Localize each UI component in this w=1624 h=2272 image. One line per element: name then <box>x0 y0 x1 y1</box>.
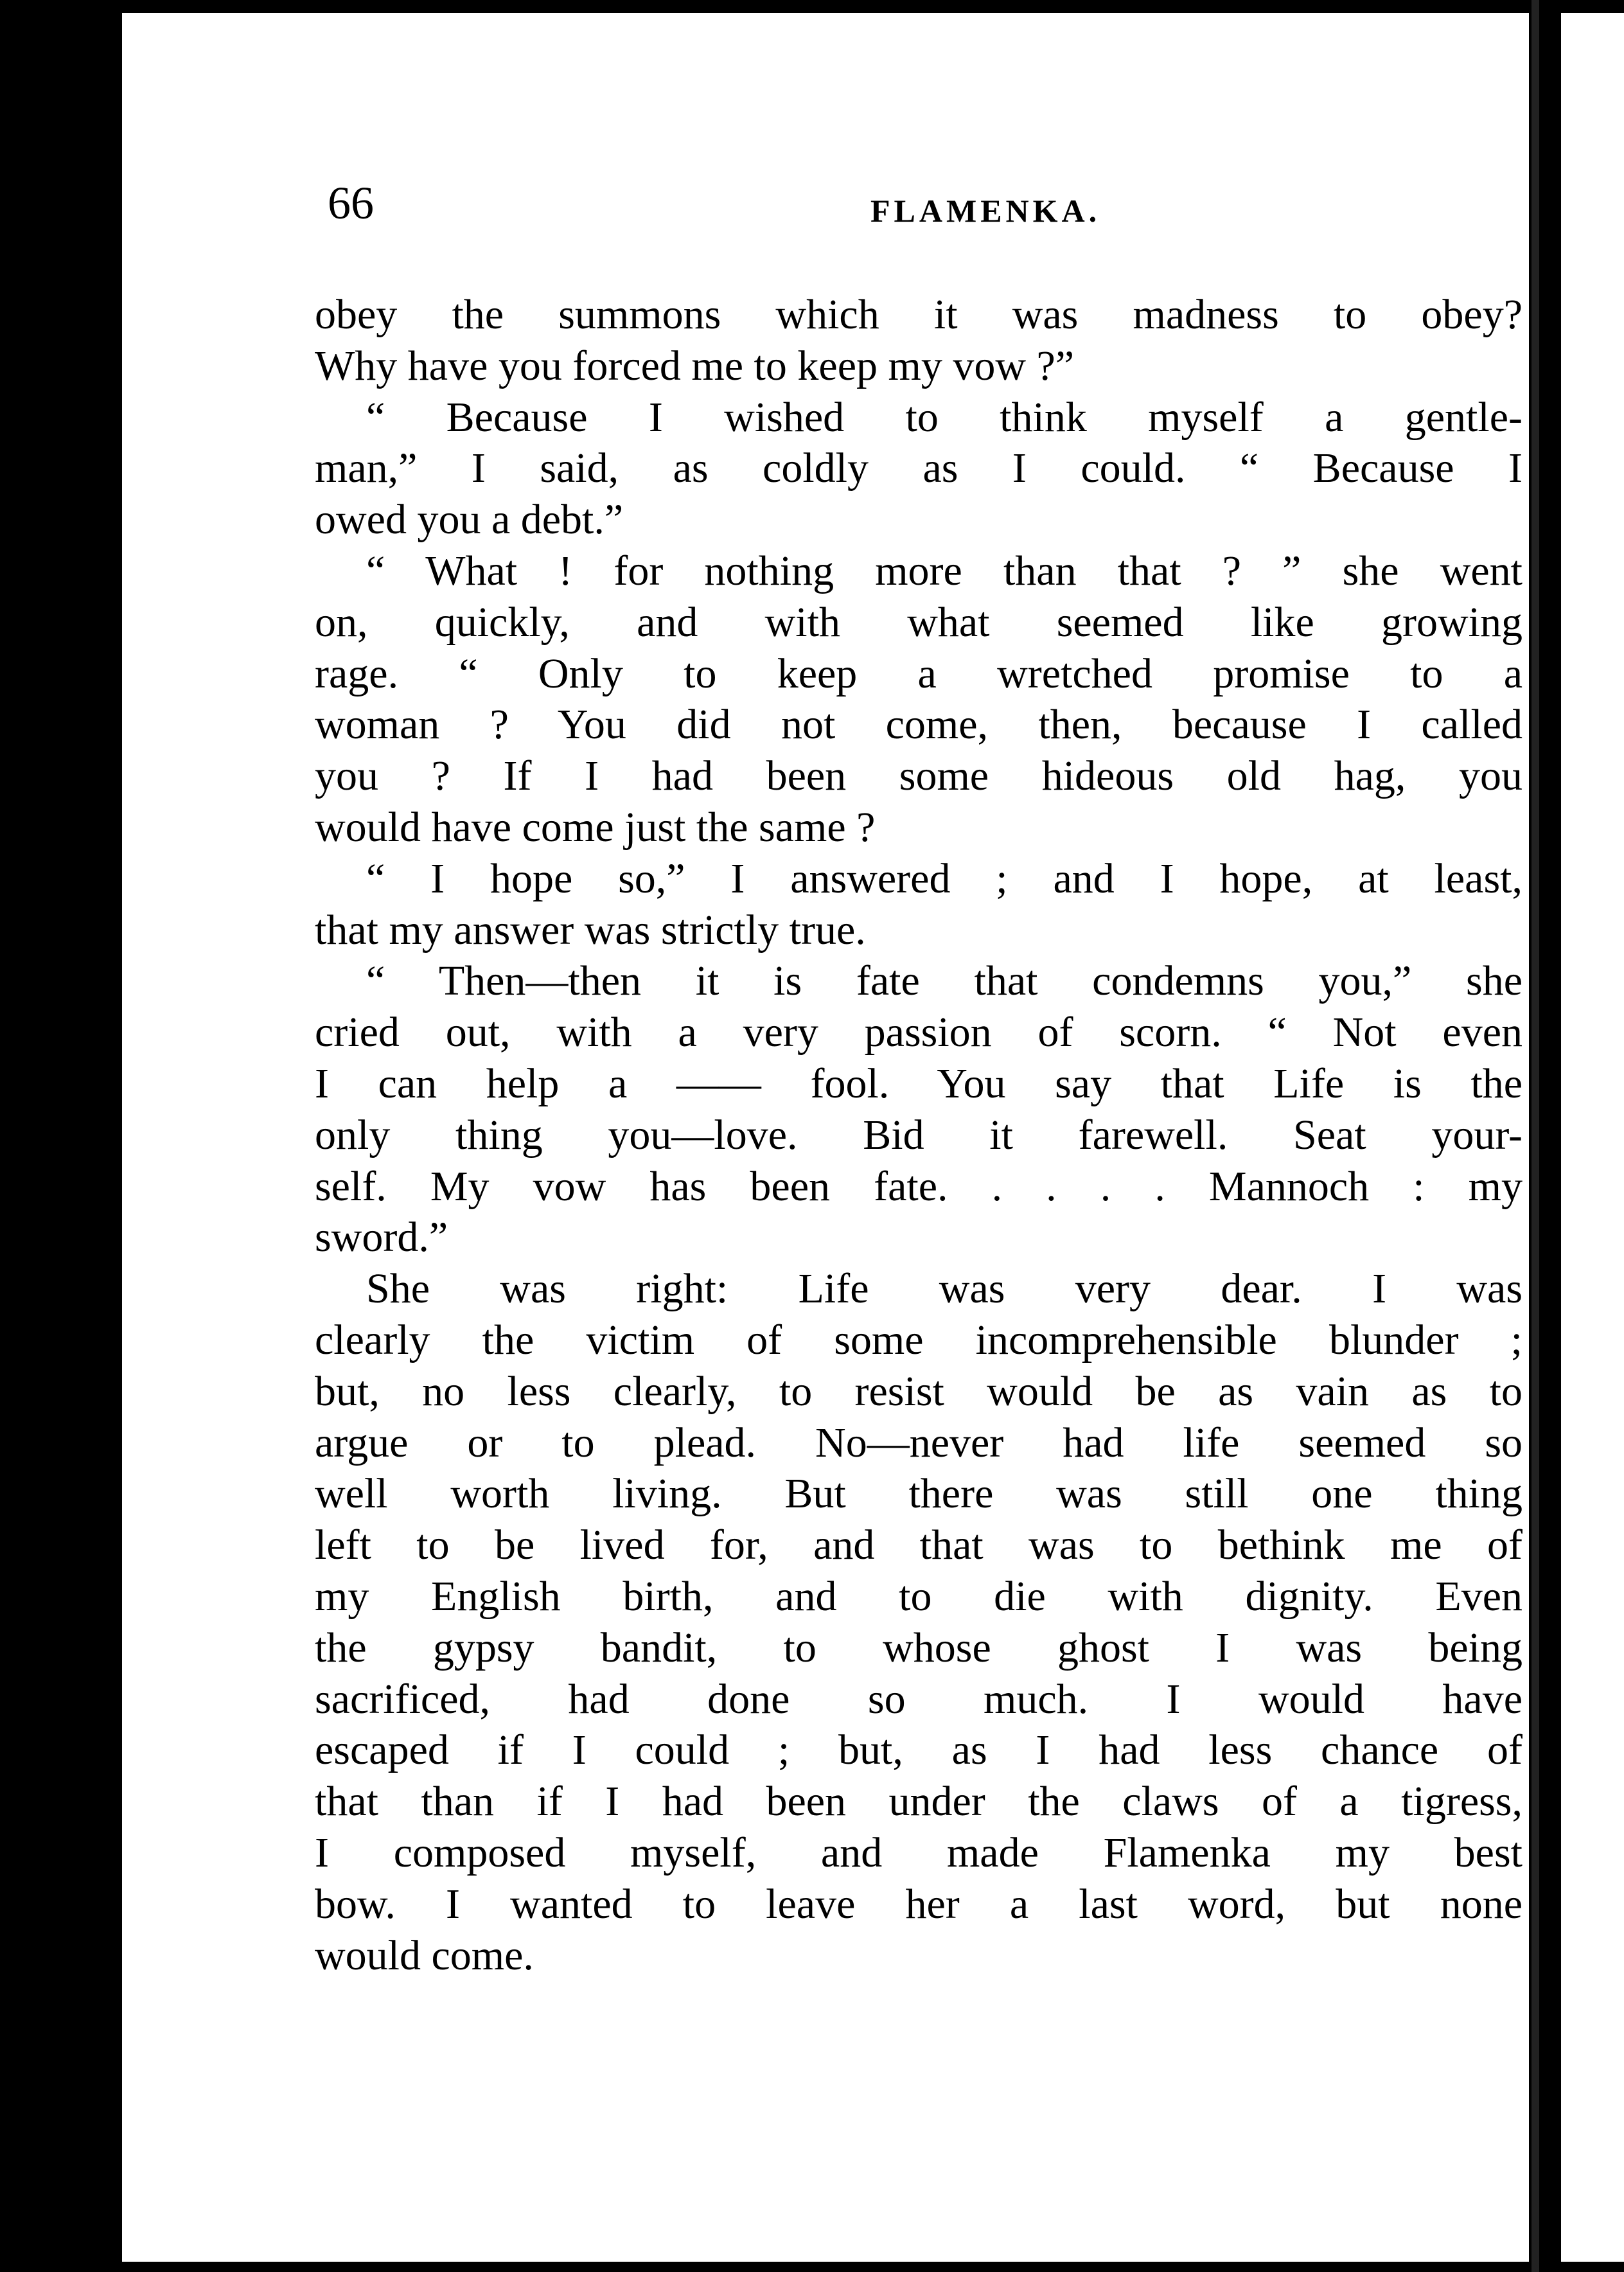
text-line: you ? If I had been some hideous old hag, you <box>315 752 1522 800</box>
running-head <box>122 177 1529 241</box>
text-line: “ What ! for nothing more than that ? ” she went <box>366 547 1522 594</box>
text-line: that my answer was strictly true. <box>315 906 866 954</box>
text-line: I composed myself, and made Flamenka my best <box>315 1829 1522 1876</box>
text-line: only thing you—love. Bid it farewell. Seat your- <box>315 1111 1522 1158</box>
page-number: 66 <box>328 177 374 229</box>
text-line: but, no less clearly, to resist would be as vain as to <box>315 1367 1522 1415</box>
text-line: cried out, with a very passion of scorn. “ Not even <box>315 1009 1522 1056</box>
text-line: Why have you forced me to keep my vow ?” <box>315 342 1075 389</box>
text-line: the gypsy bandit, to whose ghost I was being <box>315 1624 1522 1671</box>
text-line: argue or to plead. No—never had life seemed so <box>315 1419 1522 1466</box>
book-page <box>122 13 1529 2262</box>
text-line: sword.” <box>315 1214 448 1261</box>
text-line: rage. “ Only to keep a wretched promise to a <box>315 650 1522 697</box>
text-line: bow. I wanted to leave her a last word, but none <box>315 1880 1522 1928</box>
text-line: “ Then—then it is fate that condemns you,” she <box>366 957 1522 1005</box>
text-line: on, quickly, and with what seemed like growing <box>315 598 1522 646</box>
text-line: She was right: Life was very dear. I was <box>366 1265 1522 1313</box>
text-line: owed you a debt.” <box>315 496 624 544</box>
text-line: sacrificed, had done so much. I would have <box>315 1675 1522 1723</box>
text-line: left to be lived for, and that was to bethink me of <box>315 1522 1522 1569</box>
text-line: I can help a —— fool. You say that Life is the <box>315 1060 1522 1107</box>
text-line: self. My vow has been fate. . . . . Mannoch : my <box>315 1162 1522 1210</box>
text-line: would have come just the same ? <box>315 803 876 851</box>
page-edge <box>1531 0 1539 2272</box>
text-line: man,” I said, as coldly as I could. “ Because I <box>315 445 1522 492</box>
text-line: that than if I had been under the claws of a tigress, <box>315 1778 1522 1825</box>
text-line: clearly the victim of some incomprehensible blunder ; <box>315 1316 1522 1363</box>
text-line: escaped if I could ; but, as I had less chance of <box>315 1726 1522 1774</box>
text-line: would come. <box>315 1931 534 1979</box>
text-line: well worth living. But there was still one thing <box>315 1470 1522 1518</box>
text-line: obey the summons which it was madness to obey? <box>315 291 1522 338</box>
text-line: my English birth, and to die with dignity. Even <box>315 1572 1522 1620</box>
body-text <box>315 289 1522 1981</box>
adjacent-page-edge <box>1542 13 1624 2262</box>
text-line: “ Because I wished to think myself a gentle- <box>366 393 1522 441</box>
running-title: FLAMENKA. <box>870 193 1101 229</box>
text-line: woman ? You did not come, then, because I called <box>315 701 1522 749</box>
text-line: “ I hope so,” I answered ; and I hope, at least, <box>366 855 1522 902</box>
